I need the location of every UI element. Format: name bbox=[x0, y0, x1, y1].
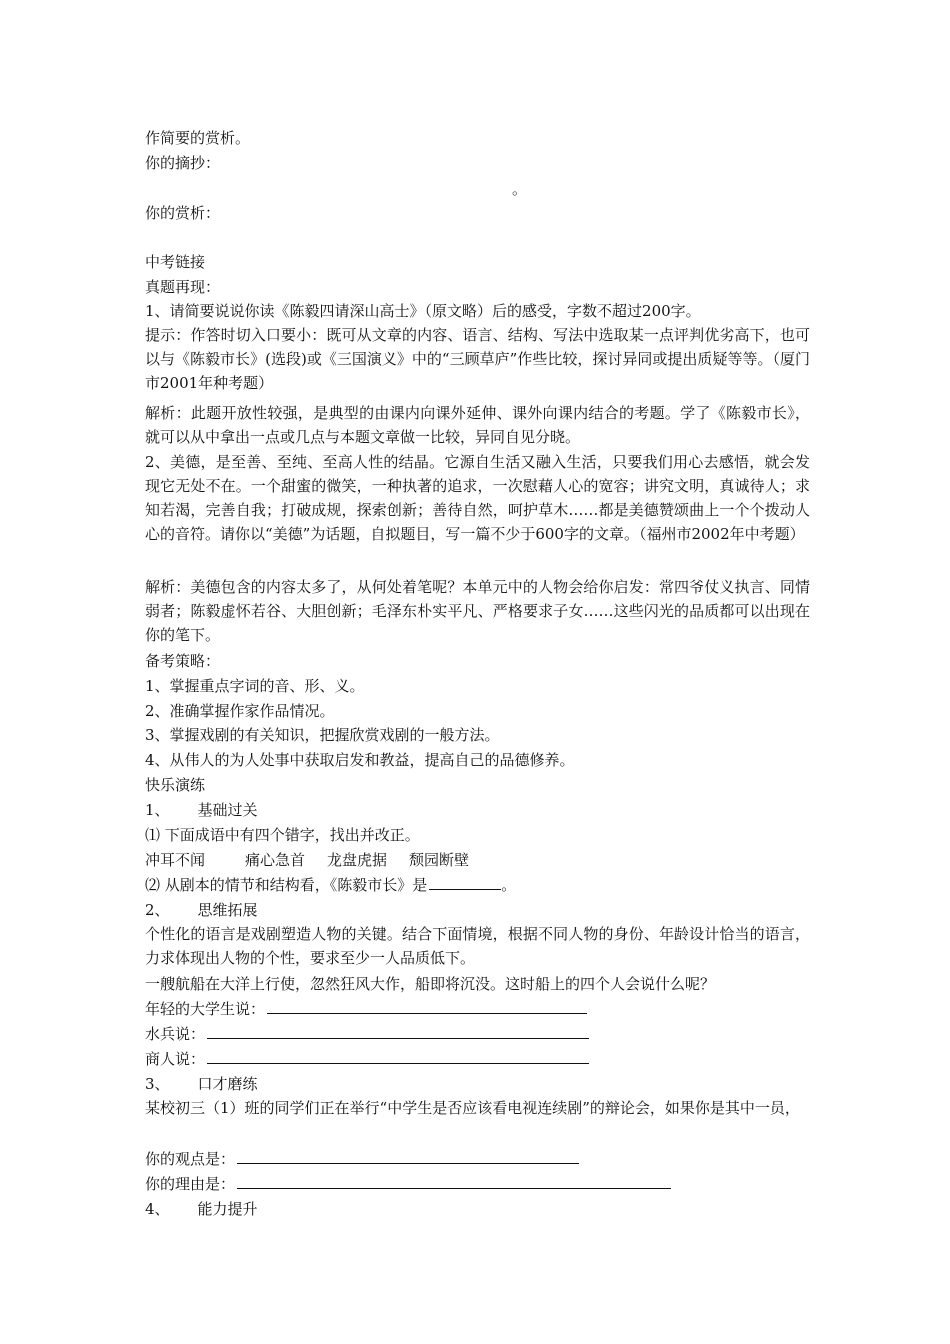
strategy-heading: 备考策略： bbox=[145, 652, 221, 670]
section-1-question-2 bbox=[145, 875, 516, 895]
excerpt-label: 你的摘抄： bbox=[145, 154, 221, 172]
student-line bbox=[145, 999, 587, 1019]
excerpt-end-mark: 。 bbox=[512, 180, 528, 198]
appreciation-label: 你的赏析： bbox=[145, 204, 221, 222]
section-number: 4、 bbox=[145, 1200, 170, 1218]
question-1: 1、请简要说说你读《陈毅四请深山高士》（原文略）后的感受，字数不超过200字。 bbox=[145, 302, 701, 320]
student-answer-blank[interactable] bbox=[267, 999, 587, 1014]
student-label: 年轻的大学生说： bbox=[145, 1000, 266, 1018]
section-2-intro: 个性化的语言是戏剧塑造人物的关键。结合下面情境，根据不同人物的身份、年龄设计恰当的语言，力求体现出人物的个性，要求至少一人品质低下。 bbox=[145, 925, 810, 967]
strategy-item: 4、从伟人的为人处事中获取启发和教益，提高自己的品德修养。 bbox=[145, 751, 575, 769]
section-1-question-1: ⑴ 下面成语中有四个错字，找出并改正。 bbox=[145, 826, 420, 844]
section-4-title bbox=[145, 1199, 258, 1219]
question-1-analysis: 解析：此题开放性较强，是典型的由课内向课外延伸、课外向课内结合的考题。学了《陈毅市长》，就可以从中拿出一点或几点与本题文章做一比较，异同自见分晓。 bbox=[145, 404, 810, 446]
section-name: 能力提升 bbox=[197, 1200, 258, 1218]
answer-blank[interactable] bbox=[429, 875, 501, 890]
question-1-hint: 提示：作答时切入口要小：既可从文章的内容、语言、结构、写法中选取某一点评判优劣高下，也可以与《陈毅市长》(选段)或《三国演义》中的“三顾草庐”作些比较，探讨异同或提出质疑等等。（厦门市2001年种考题） bbox=[145, 326, 810, 392]
text-line: 作简要的赏析。 bbox=[145, 129, 251, 147]
reason-line bbox=[145, 1174, 671, 1194]
merchant-label: 商人说： bbox=[145, 1050, 206, 1068]
reason-label: 你的理由是： bbox=[145, 1175, 236, 1193]
question-2: 2、美德，是至善、至纯、至高人性的结晶。它源自生活又融入生活，只要我们用心去感悟，就会发现它无处不在。一个甜蜜的微笑，一种执著的追求，一次慰藉人心的宽容；讲究文明，真诚待人；求知若渴，完善自我；打破成规，探索创新；善待自然，呵护草木……都是美德赞颂曲上一个个拨动人心的音符。请你以“美德”为话题，自拟题目，写一篇不少于600字的文章。（福州市2002年中考题） bbox=[145, 453, 810, 543]
idiom: 龙盘虎据 bbox=[327, 851, 388, 869]
sailor-answer-blank[interactable] bbox=[207, 1024, 589, 1039]
question-2-analysis: 解析：美德包含的内容太多了，从何处着笔呢？本单元中的人物会给你启发：常四爷仗义执言、同情弱者；陈毅虚怀若谷、大胆创新；毛泽东朴实平凡、严格要求子女……这些闪光的品质都可以出现在你的笔下。 bbox=[145, 578, 810, 644]
section-name: 口才磨练 bbox=[197, 1075, 258, 1093]
section-3-title bbox=[145, 1074, 258, 1094]
section-1-title bbox=[145, 800, 258, 820]
merchant-answer-blank[interactable] bbox=[207, 1049, 589, 1064]
view-label: 你的观点是： bbox=[145, 1150, 236, 1168]
view-line bbox=[145, 1149, 579, 1169]
sailor-label: 水兵说： bbox=[145, 1025, 206, 1043]
question-end: 。 bbox=[501, 876, 517, 894]
merchant-line bbox=[145, 1049, 589, 1069]
section-number: 3、 bbox=[145, 1075, 170, 1093]
idiom: 冲耳不闻 bbox=[145, 851, 206, 869]
section-name: 思维拓展 bbox=[197, 901, 258, 919]
reason-answer-blank[interactable] bbox=[237, 1174, 671, 1189]
view-answer-blank[interactable] bbox=[237, 1149, 579, 1164]
section-number: 1、 bbox=[145, 801, 170, 819]
section-name: 基础过关 bbox=[197, 801, 258, 819]
section-2-scene: 一艘航船在大洋上行使，忽然狂风大作，船即将沉没。这时船上的四个人会说什么呢？ bbox=[145, 975, 716, 993]
section-2-title bbox=[145, 900, 258, 920]
idiom: 颓园断壁 bbox=[409, 851, 470, 869]
sailor-line bbox=[145, 1024, 589, 1044]
section-3-intro: 某校初三（1）班的同学们正在举行“中学生是否应该看电视连续剧”的辩论会，如果你是其中一员， bbox=[145, 1099, 800, 1117]
practice-heading: 快乐演练 bbox=[145, 776, 206, 794]
strategy-item: 2、准确掌握作家作品情况。 bbox=[145, 702, 335, 720]
strategy-item: 3、掌握戏剧的有关知识，把握欣赏戏剧的一般方法。 bbox=[145, 726, 500, 744]
idiom: 痛心急首 bbox=[245, 851, 306, 869]
strategy-item: 1、掌握重点字词的音、形、义。 bbox=[145, 677, 365, 695]
subheading: 真题再现： bbox=[145, 278, 221, 296]
idiom-list bbox=[145, 850, 469, 870]
section-number: 2、 bbox=[145, 901, 170, 919]
section-heading: 中考链接 bbox=[145, 253, 206, 271]
question-text: ⑵ 从剧本的情节和结构看，《陈毅市长》是 bbox=[145, 876, 428, 894]
